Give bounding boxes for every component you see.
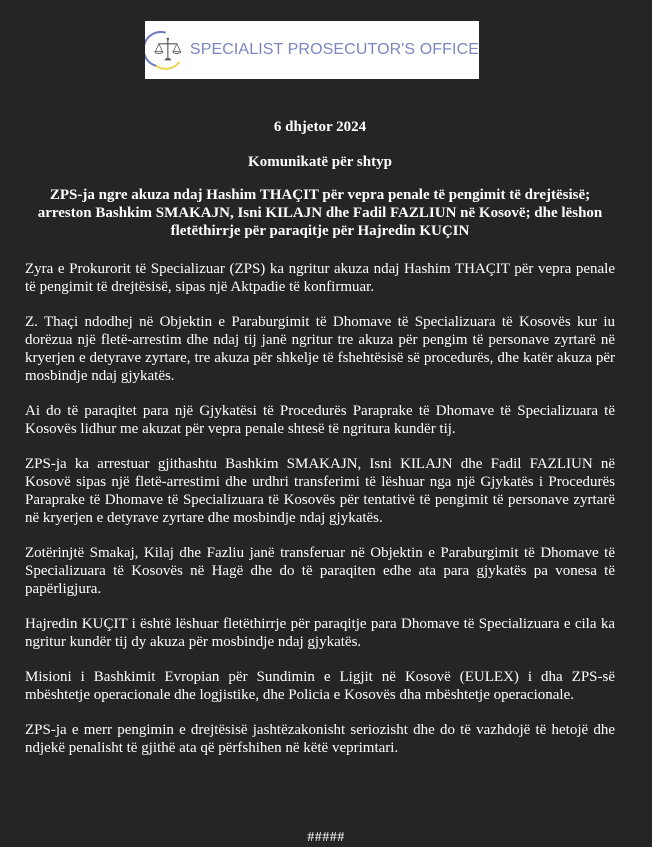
logo-text: SPECIALIST PROSECUTOR'S OFFICE: [189, 41, 479, 59]
release-date: 6 dhjetor 2024: [273, 119, 367, 135]
body-paragraph: ZPS-ja e merr pengimin e drejtësisë jashtëzakonisht seriozisht dhe do të vazhdojë të hetojë dhe ndjekë penalisht të gjithë ata që përfshihen në këtë veprimtari.: [25, 722, 615, 756]
body-paragraph: Z. Thaçi ndodhej në Objektin e Paraburgimit të Dhomave të Specializuara të Kosovës kur iu dorëzua një fletë-arrestim dhe ndaj tij janë ngritur tre akuza për pengim të personave zyrtarë në kryerjen e detyrave zyrtare, tre akuza për shkelje të fshehtësisë së procedurës, dhe katër akuza për mosbindje ndaj gjykatës.: [25, 314, 615, 384]
body-paragraph: Zotërinjtë Smakaj, Kilaj dhe Fazliu janë transferuar në Objektin e Paraburgimit të Dhomave të Specializuara të Kosovës në Hagë dhe do të paraqiten edhe ata para gjykatës pa vonesa të papërligjura.: [25, 545, 615, 597]
body-paragraph: Zyra e Prokurorit të Specializuar (ZPS) ka ngritur akuza ndaj Hashim THAÇIT për vepra penale të pengimit të drejtësisë, sipas një Aktpadie të konfirmuar.: [25, 261, 615, 295]
press-release: [25, 118, 615, 757]
headline: ZPS-ja ngre akuza ndaj Hashim THAÇIT për vepra penale të pengimit të drejtësisë; arreston Bashkim SMAKAJN, Isni KILAJN dhe Fadil FAZLIUN në Kosovë; dhe lëshon fletëthirrje për paraqitje për Hajredin KUÇIN: [37, 187, 603, 239]
body-paragraph: ZPS-ja ka arrestuar gjithashtu Bashkim SMAKAJN, Isni KILAJN dhe Fadil FAZLIUN në Kosovë sipas një fletë-arrestimi dhe urdhri transferimi të lëshuar nga një Gjykatës i Procedurës Paraprake të Dhomave të Specializuara të Kosovës për tentativë të pengimit të personave zyrtarë në kryerjen e detyrave zyrtare dhe mosbindje ndaj gjykatës.: [25, 456, 615, 526]
body-paragraph: Misioni i Bashkimit Evropian për Sundimin e Ligjit në Kosovë (EULEX) i dha ZPS-së mbështetje operacionale dhe logjistike, dhe Policia e Kosovës dha mbështetje operacionale.: [25, 669, 615, 703]
spo-logo: [145, 21, 479, 79]
end-mark: #####: [307, 830, 345, 845]
body-paragraph: Hajredin KUÇIT i është lëshuar fletëthirrje për paraqitje para Dhomave të Specializuara e cila ka ngritur kundër tij dy akuza për mosbindje ndaj gjykatës.: [25, 616, 615, 650]
scales-of-justice-icon: [145, 21, 188, 79]
release-type-label: Komunikatë për shtyp: [248, 154, 392, 170]
body-paragraph: Ai do të paraqitet para një Gjykatësi të Procedurës Paraprake të Dhomave të Specializuara të Kosovës lidhur me akuzat për vepra penale shtesë të ngritura kundër tij.: [25, 403, 615, 437]
